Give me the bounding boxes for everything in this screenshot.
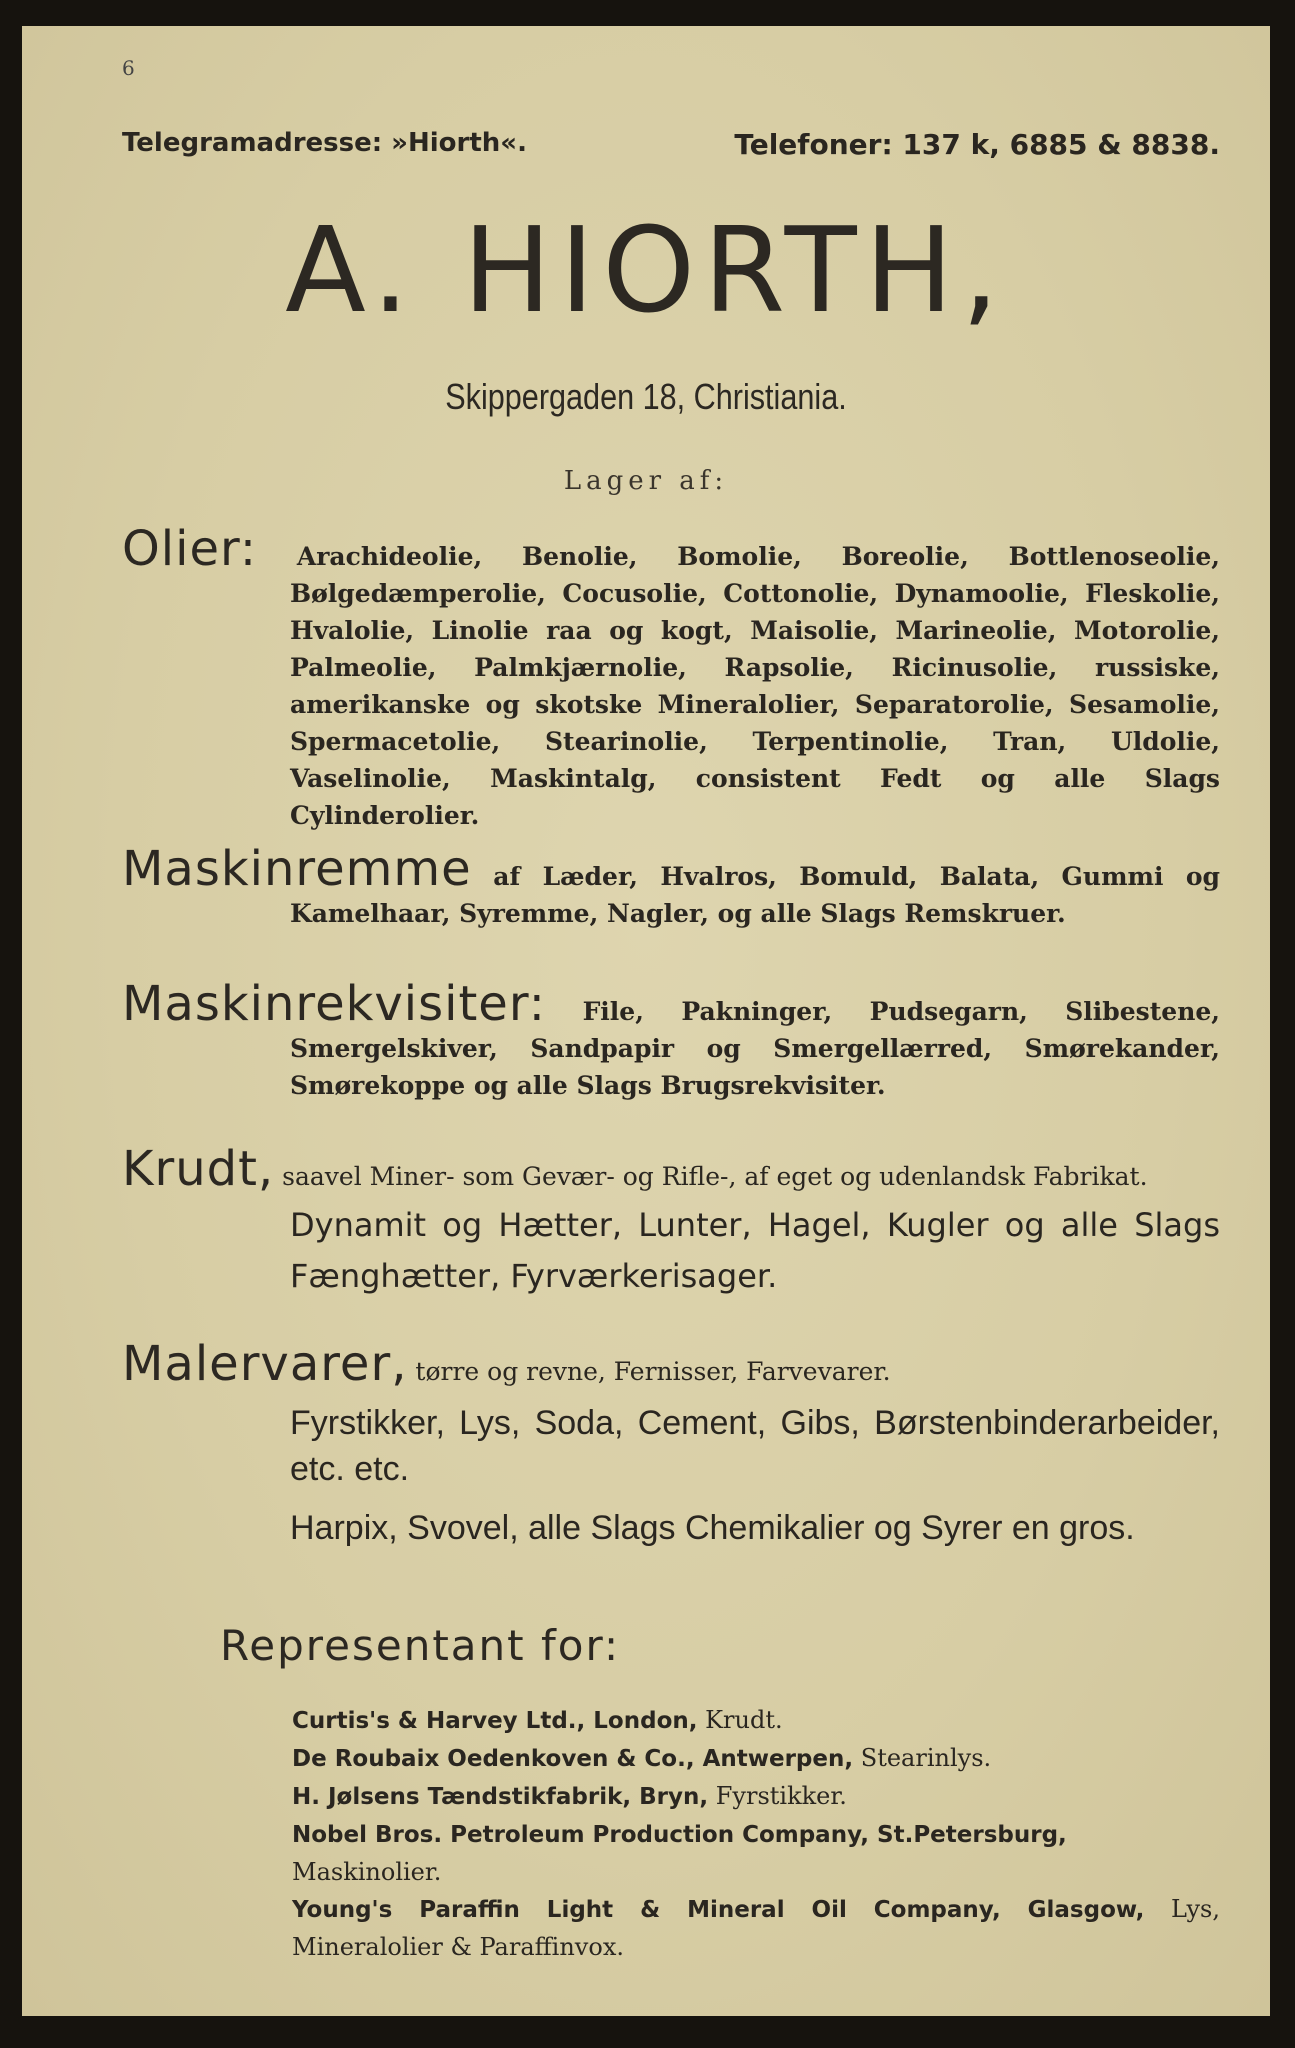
representant-firm: Nobel Bros. Petroleum Production Company, St.Petersburg,	[292, 1822, 1067, 1848]
representant-goods: Krudt.	[705, 1706, 783, 1734]
section-maskinremme	[122, 841, 1221, 932]
maskinremme-block	[122, 841, 1221, 932]
representant-goods: Fyrstikker.	[715, 1782, 847, 1810]
representant-goods: Lys, Mineralolier & Paraffinvox.	[292, 1895, 1220, 1961]
malervarer-block-3	[122, 1505, 1220, 1554]
section-maskinrekvisiter	[122, 976, 1220, 1104]
representant-item	[292, 1740, 1220, 1778]
olier-text: Arachideolie, Benolie, Bomolie, Boreolie, Bottlenoseolie, Bølgedæmperolie, Cocusolie, Cottonolie, Dynamoolie, Fleskolie, Hvalolie, Linolie raa og kogt, Maisolie, Marineolie, Motorolie, Palmeolie, Palmkjærnolie, Rapsolie, Ricinusolie, russiske, amerikanske og skotske Mineralolier, Separatorolie, Sesamolie, Spermacetolie, Stearinolie, Terpentinolie, Tran, Uldolie, Vaselinolie, Maskintalg, consistent Fedt og alle Slags Cylinderolier.	[290, 542, 1220, 830]
page-number: 6	[122, 56, 135, 80]
section-malervarer	[122, 1336, 1220, 1554]
malervarer-block-2	[122, 1400, 1220, 1495]
header-row	[122, 128, 1220, 161]
telegram-address: Telegramadresse: »Hiorth«.	[122, 128, 527, 158]
krudt-block-2	[122, 1201, 1220, 1303]
olier-block	[122, 521, 1220, 834]
maskinrekvisiter-block	[122, 976, 1220, 1104]
krudt-block	[122, 1141, 1220, 1197]
representant-item	[292, 1702, 1220, 1740]
representant-title: Representant for:	[220, 1621, 621, 1670]
malervarer-heading: Malervarer,	[122, 1336, 408, 1392]
representant-item	[292, 1778, 1220, 1816]
olier-heading: Olier:	[122, 521, 258, 577]
malervarer-text-2: Fyrstikker, Lys, Soda, Cement, Gibs, Børstenbinderarbeider, etc. etc.	[290, 1404, 1220, 1488]
maskinrekvisiter-heading: Maskinrekvisiter:	[122, 976, 546, 1032]
maskinrekvisiter-text: File, Pakninger, Pudsegarn, Slibestene, Smergelskiver, Sandpapir og Smergellærred, Smørekander, Smørekoppe og alle Slags Brugsrekvisiter.	[290, 997, 1220, 1100]
maskinremme-text: af Læder, Hvalros, Bomuld, Balata, Gummi og Kamelhaar, Syremme, Nagler, og alle Slags Remskruer.	[290, 862, 1221, 928]
representant-goods: Stearinlys.	[860, 1744, 992, 1772]
firm-name: A. HIORTH,	[285, 201, 1007, 339]
krudt-heading: Krudt,	[122, 1141, 275, 1197]
representant-goods: Maskinolier.	[292, 1858, 442, 1886]
telephone-numbers: Telefoner: 137 k, 6885 & 8838.	[734, 128, 1220, 161]
representant-firm: Young's Paraffin Light & Mineral Oil Company, Glasgow,	[292, 1897, 1145, 1923]
representant-item	[292, 1816, 1220, 1891]
representant-list	[292, 1702, 1220, 1966]
malervarer-block	[122, 1336, 1220, 1392]
representant-firm: Curtis's & Harvey Ltd., London,	[292, 1708, 698, 1734]
krudt-text-2: Dynamit og Hætter, Lunter, Hagel, Kugler og alle Slags Fænghætter, Fyrværkerisager.	[290, 1206, 1220, 1295]
firm-address: Skippergaden 18, Christiania.	[445, 376, 847, 417]
malervarer-text: tørre og revne, Fernisser, Farvevarer.	[415, 1357, 891, 1386]
representant-firm: H. Jølsens Tændstikfabrik, Bryn,	[292, 1784, 709, 1810]
section-krudt	[122, 1141, 1220, 1303]
section-olier	[122, 521, 1220, 834]
stock-title: Lager af:	[563, 466, 729, 496]
krudt-text: saavel Miner- som Gevær- og Rifle-, af eget og udenlandsk Fabrikat.	[282, 1162, 1148, 1191]
malervarer-text-3: Harpix, Svovel, alle Slags Chemikalier og Syrer en gros.	[290, 1509, 1135, 1547]
advertisement-page	[22, 26, 1270, 2016]
representant-firm: De Roubaix Oedenkoven & Co., Antwerpen,	[292, 1746, 854, 1772]
maskinremme-heading: Maskinremme	[122, 841, 472, 897]
representant-item	[292, 1891, 1220, 1966]
